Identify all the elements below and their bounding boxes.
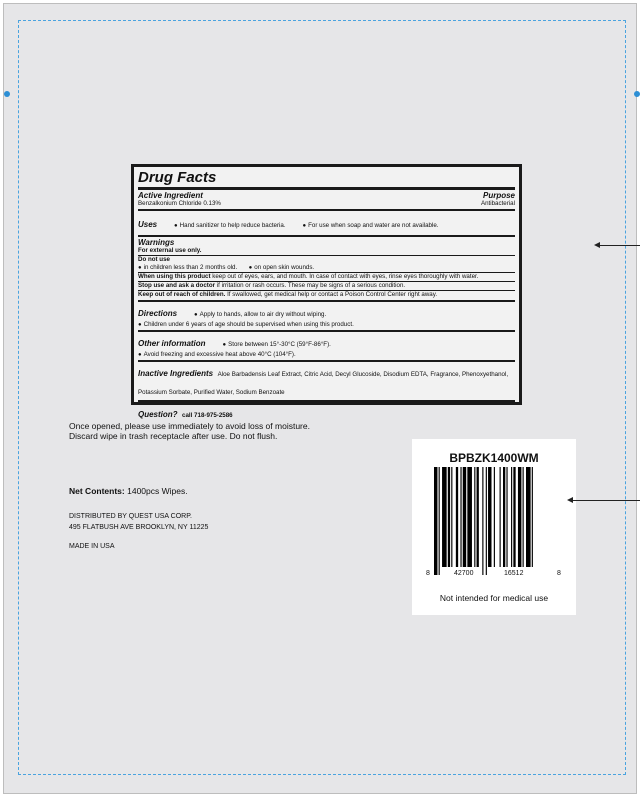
stop-use-label: Stop use and ask a doctor [138, 282, 216, 289]
country-of-origin: MADE IN USA [69, 543, 115, 550]
drug-facts-title: Drug Facts [138, 169, 515, 190]
do-not-use-item: ● on open skin wounds. [249, 264, 314, 271]
usage-note [69, 421, 310, 441]
active-ingredient: Benzalkonium Chloride 0.13% [138, 200, 221, 207]
barcode-disclaimer: Not intended for medical use [439, 593, 549, 603]
directions-item: ● Apply to hands, allow to air dry without wiping. [194, 311, 326, 318]
when-using-text: keep out of eyes, ears, and mouth. In case of contact with eyes, rinse eyes thoroughly with water. [212, 273, 479, 280]
barcode-bar [511, 467, 512, 567]
pointer-arrow-line [571, 500, 640, 501]
barcode-bar [494, 467, 495, 567]
do-not-use-item: ● in children less than 2 months old. [138, 264, 237, 271]
registration-mark-left [4, 91, 10, 97]
registration-mark-right [634, 91, 640, 97]
barcode-bar [488, 467, 491, 567]
inactive-ingredients-section [138, 362, 515, 402]
barcode-bar [506, 467, 507, 567]
net-contents [69, 486, 188, 496]
barcode-bar [526, 467, 531, 567]
purpose-heading: Purpose [482, 191, 515, 200]
other-info-section [138, 332, 515, 362]
pointer-arrow-head [594, 242, 600, 248]
uses-item: ● Hand sanitizer to help reduce bacteria. [174, 222, 286, 229]
barcode-bar [503, 467, 505, 567]
barcode-sku: BPBZK1400WM [449, 451, 539, 465]
stop-use-text: if irritation or rash occurs. These may be signs of a serious condition. [216, 282, 406, 289]
barcode-bar [439, 467, 440, 575]
barcode-bar [500, 467, 501, 567]
net-contents-label: Net Contents: [69, 486, 125, 496]
pointer-arrow-head [567, 497, 573, 503]
distributor-line: DISTRIBUTED BY QUEST USA CORP. [69, 513, 192, 520]
barcode-bar [467, 467, 472, 567]
questions-heading: Question? [138, 410, 178, 419]
barcode-bar [448, 467, 450, 567]
when-using-label: When using this product [138, 273, 211, 280]
inactive-text: Aloe Barbadensis Leaf Extract, Citric Acid, Decyl Glucoside, Disodium EDTA, Fragrance, Phenoxyethanol, Potassium Sorbate, Purified Water, Sodium Benzoate [138, 371, 509, 396]
barcode-bar [434, 467, 437, 575]
barcode-bar [451, 467, 452, 567]
usage-note-line: Once opened, please use immediately to avoid loss of moisture. [69, 421, 310, 431]
barcode-bar [474, 467, 475, 567]
barcode-image [412, 467, 576, 587]
active-ingredient-section [138, 190, 515, 211]
warnings-section [138, 237, 515, 302]
other-info-heading: Other information [138, 339, 206, 348]
drug-facts-box [131, 164, 522, 419]
purpose: Antibacterial [480, 200, 515, 207]
barcode-bar [477, 467, 479, 567]
directions-heading: Directions [138, 309, 178, 318]
barcode-panel [412, 439, 576, 615]
uses-item: ● For use when soap and water are not available. [303, 222, 439, 229]
do-not-use-heading: Do not use [138, 256, 170, 263]
barcode-bar [442, 467, 447, 567]
keep-out-text: If swallowed, get medical help or contact a Poison Control Center right away. [227, 291, 438, 298]
questions-text: call 718-975-2586 [182, 412, 233, 419]
usage-note-line: Discard wipe in trash receptacle after use. Do not flush. [69, 431, 278, 441]
warnings-heading: Warnings [138, 238, 175, 247]
barcode-bar [513, 467, 515, 567]
distributor-address: 495 FLATBUSH AVE BROOKLYN, NY 11225 [69, 524, 209, 531]
barcode-bar [532, 467, 533, 567]
keep-out-label: Keep out of reach of children. [138, 291, 226, 298]
pointer-arrow-line [598, 245, 640, 246]
barcode-bar [460, 467, 461, 567]
other-info-item: ● Store between 15°-30°C (59°F-86°F). [222, 341, 330, 348]
net-contents-value: 1400pcs Wipes. [127, 486, 188, 496]
barcode-bar [482, 467, 483, 575]
barcode-digit-right: 8 [557, 570, 561, 577]
barcode-bar [456, 467, 458, 567]
barcode-bar [518, 467, 521, 567]
active-ingredient-heading: Active Ingredient [138, 191, 203, 200]
directions-item: ● Children under 6 years of age should be supervised when using this product. [138, 321, 515, 329]
barcode-bar [463, 467, 466, 567]
uses-section [138, 211, 515, 237]
other-info-item: ● Avoid freezing and excessive heat above 40°C (104°F). [138, 351, 515, 359]
barcode-bar [523, 467, 524, 567]
barcode-group-1: 42700 [454, 570, 474, 577]
barcode-group-2: 16512 [504, 570, 524, 577]
inactive-heading: Inactive Ingredients [138, 369, 214, 378]
barcode-bar [486, 467, 487, 575]
distributor-info [69, 511, 208, 533]
uses-heading: Uses [138, 220, 158, 229]
external-use: For external use only. [138, 247, 515, 256]
barcode-digit-left: 8 [426, 570, 430, 577]
directions-section [138, 302, 515, 332]
